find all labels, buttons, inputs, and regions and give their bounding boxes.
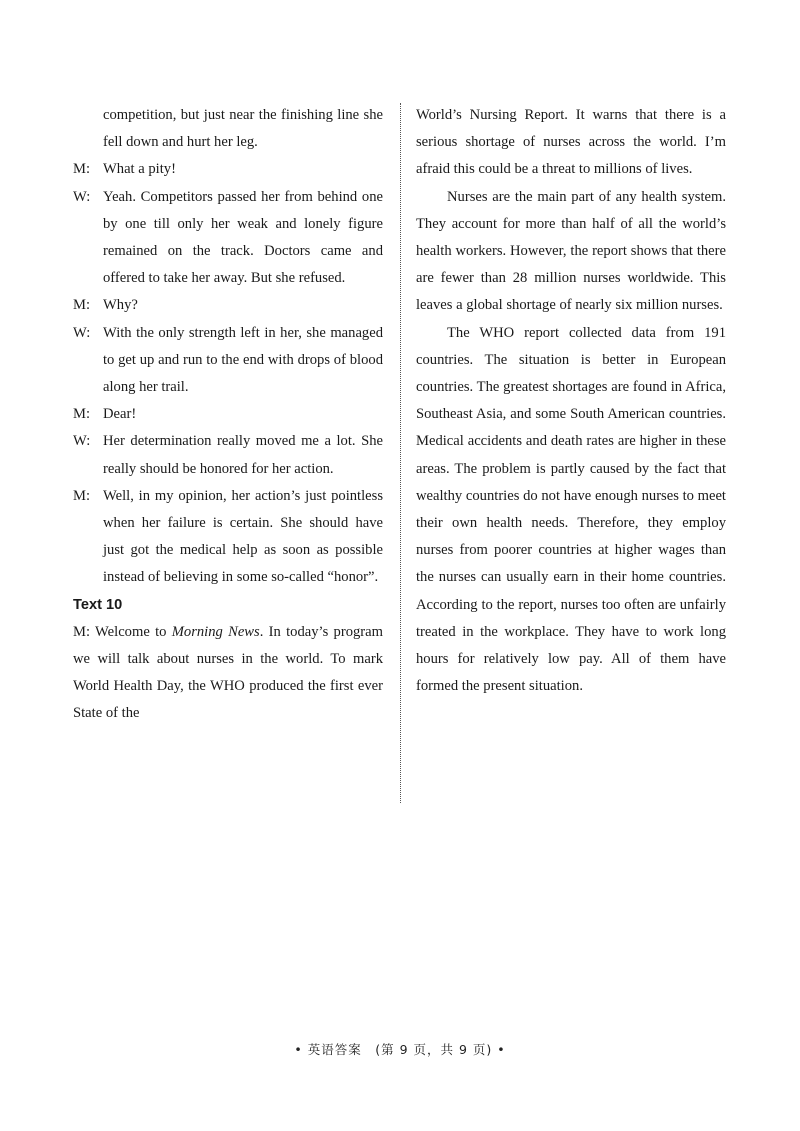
paragraph: Nurses are the main part of any health system. They account for more than half of all the world’s health workers. However, the report shows that there are fewer than 28 million nurses worldwide. This leaves a global shortage of nearly six million nurses. — [416, 188, 726, 314]
speaker-label: W: — [73, 188, 91, 205]
dialogue-text: Well, in my opinion, her action’s just pointless when her failure is certain. She should have just got the medical help as soon as possible instead of believing in some so-called “honor”. — [103, 487, 383, 586]
dialogue-text: What a pity! — [103, 161, 176, 178]
dialogue-turn — [73, 156, 383, 183]
paragraph: World’s Nursing Report. It warns that there is a serious shortage of nurses across the world. I’m afraid this could be a threat to millions of lives. — [416, 107, 726, 178]
speaker-label: M: — [73, 487, 91, 504]
right-column — [416, 102, 726, 700]
column-divider — [400, 103, 401, 803]
speaker-label: M: — [73, 297, 91, 314]
dialogue-text: Why? — [103, 297, 138, 314]
dialogue-turn — [73, 428, 383, 482]
text10-intro — [73, 619, 383, 728]
program-title: Morning News — [171, 623, 260, 640]
section-heading: Text 10 — [73, 596, 123, 613]
intro-text: . In today’s program we will talk about nurses in the world. To mark World Health Day, the WHO produced the first ever State of the — [73, 623, 383, 722]
speaker-label: M: — [73, 406, 91, 423]
dialogue-continuation: competition, but just near the finishing line she fell down and hurt her leg. — [103, 107, 383, 151]
dialogue-turn — [73, 483, 383, 592]
speaker-label: W: — [73, 324, 91, 341]
dialogue-text: Her determination really moved me a lot. She really should be honored for her action. — [103, 433, 383, 477]
speaker-label: M: — [73, 623, 91, 640]
page-footer: • 英语答案 (第 9 页，共 9 页) • — [294, 1042, 506, 1057]
intro-text: Welcome to — [90, 623, 172, 640]
dialogue-turn — [73, 292, 383, 319]
speaker-label: W: — [73, 433, 91, 450]
dialogue-turn — [73, 320, 383, 402]
paragraph: The WHO report collected data from 191 countries. The situation is better in European countries. The greatest shortages are found in Africa, Southeast Asia, and some South American countries. Medical accidents and death rates are higher in these areas. The problem is partly caused by the fact that wealthy countries do not have enough nurses to meet their own health needs. Therefore, they employ nurses from poorer countries at higher wages than the nurses can usually earn in their home countries. According to the report, nurses too often are unfairly treated in the workplace. They have to work long hours for relatively low pay. All of them have formed the present situation. — [416, 324, 726, 695]
dialogue-turn — [73, 401, 383, 428]
dialogue-turn — [73, 184, 383, 293]
speaker-label: M: — [73, 161, 91, 178]
left-column — [73, 102, 383, 728]
dialogue-text: Dear! — [103, 406, 137, 423]
dialogue-text: Yeah. Competitors passed her from behind one by one till only her weak and lonely figure remained on the track. Doctors came and offered to take her away. But she refused. — [103, 188, 383, 287]
dialogue-text: With the only strength left in her, she managed to get up and run to the end with drops of blood along her trail. — [103, 324, 383, 396]
